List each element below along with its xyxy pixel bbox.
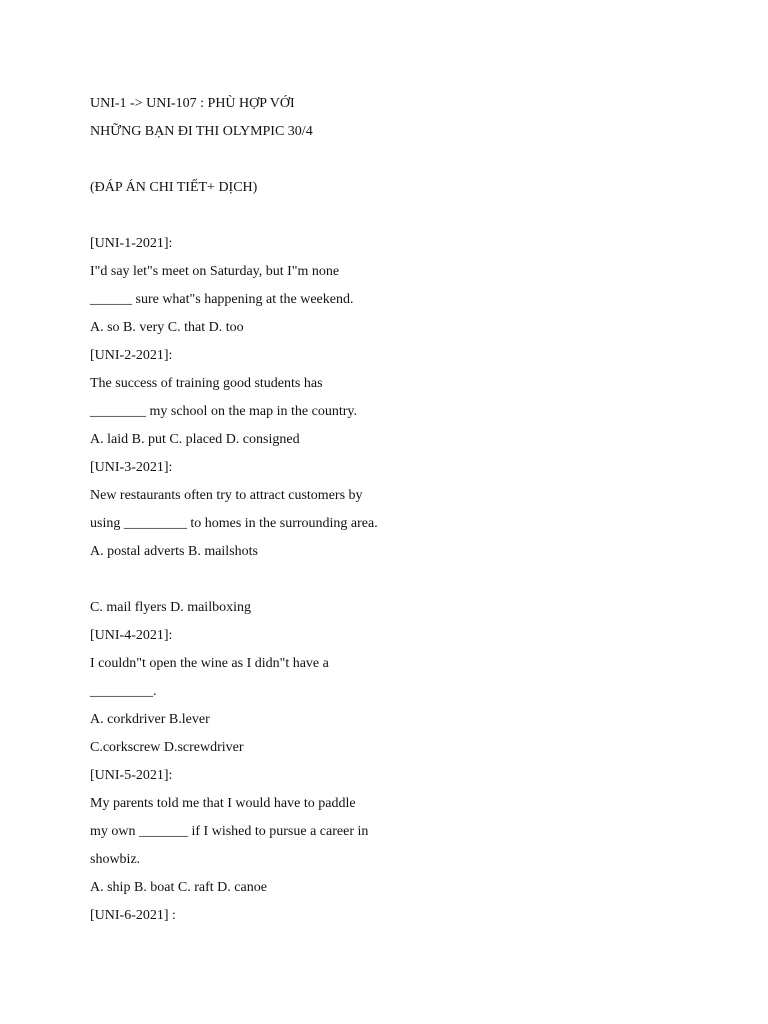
question-5-text-line-1: My parents told me that I would have to paddle [90,796,356,811]
question-1-options: A. so B. very C. that D. too [90,320,244,335]
question-4-options-line-2: C.corkscrew D.screwdriver [90,740,244,755]
question-3-id: [UNI-3-2021]: [90,460,173,475]
question-2-text-line-2: ________ my school on the map in the country. [90,404,357,419]
question-2-options: A. laid B. put C. placed D. consigned [90,432,300,447]
question-6-id: [UNI-6-2021] : [90,908,176,923]
subtitle: (ĐÁP ÁN CHI TIẾT+ DỊCH) [90,180,258,195]
question-4-text-line-1: I couldn"t open the wine as I didn"t have a [90,656,329,671]
question-4-text-line-2: _________. [90,684,157,699]
question-2-id: [UNI-2-2021]: [90,348,173,363]
spacer [90,146,710,174]
question-5-id: [UNI-5-2021]: [90,768,173,783]
question-5-text-line-2: my own _______ if I wished to pursue a career in [90,824,369,839]
document-page [90,90,710,930]
question-1-text-line-2: ______ sure what"s happening at the weekend. [90,292,354,307]
question-3-options-line-1: A. postal adverts B. mailshots [90,544,258,559]
title-line-2: NHỮNG BẠN ĐI THI OLYMPIC 30/4 [90,124,313,139]
title-line-1: UNI-1 -> UNI-107 : PHÙ HỢP VỚI [90,96,295,111]
question-1-id: [UNI-1-2021]: [90,236,173,251]
question-5-text-line-3: showbiz. [90,852,141,867]
question-3-text-line-1: New restaurants often try to attract customers by [90,488,363,503]
question-4-id: [UNI-4-2021]: [90,628,173,643]
question-4-options-line-1: A. corkdriver B.lever [90,712,210,727]
question-5-options: A. ship B. boat C. raft D. canoe [90,880,267,895]
question-3-text-line-2: using _________ to homes in the surrounding area. [90,516,378,531]
question-1-text-line-1: I"d say let"s meet on Saturday, but I"m none [90,264,340,279]
question-3-options-line-2: C. mail flyers D. mailboxing [90,600,251,615]
spacer [90,202,710,230]
question-2-text-line-1: The success of training good students has [90,376,323,391]
spacer [90,566,710,594]
